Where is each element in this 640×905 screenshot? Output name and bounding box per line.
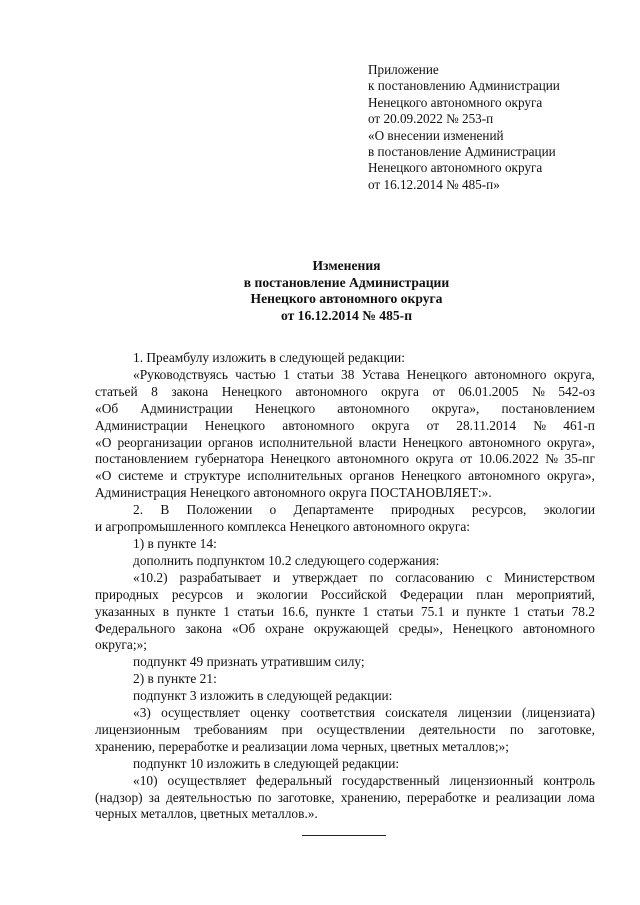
word: 1 <box>223 603 230 619</box>
word: автономного <box>474 366 547 382</box>
word: закона <box>185 620 223 636</box>
appendix-line: «О внесении изменений <box>368 127 504 143</box>
word: требованиям <box>194 721 268 737</box>
word: Федерального <box>95 620 176 636</box>
word: согласованию <box>395 569 475 585</box>
word: Ненецкого <box>402 434 463 450</box>
word: охране <box>265 620 304 636</box>
word: № <box>545 451 559 467</box>
appendix-line: в постановление Администрации <box>368 144 556 160</box>
word: Министерством <box>504 569 595 585</box>
body-line <box>95 705 595 722</box>
title-line: в постановление Администрации <box>243 274 450 290</box>
body-line: округа;»; <box>95 637 147 653</box>
body-line: Администрация Ненецкого автономного округа ПОСТАНОВЛЯЕТ:». <box>95 485 492 501</box>
word: (надзор) <box>95 789 143 805</box>
body-line <box>95 502 595 519</box>
word: «3) <box>133 705 151 721</box>
word: «О <box>95 434 112 450</box>
word: округа <box>381 383 419 399</box>
appendix-header <box>368 62 628 193</box>
word: 38 <box>341 366 355 382</box>
word: окружающей <box>313 620 389 636</box>
word: и <box>236 586 244 602</box>
word: по <box>257 789 272 805</box>
word: статьи <box>376 603 414 619</box>
word: оценку <box>250 705 291 721</box>
word: «Об <box>95 400 119 416</box>
end-separator-line <box>302 835 386 836</box>
word: 75.1 <box>420 603 445 619</box>
word: Ненецкого <box>452 620 513 636</box>
body-line: 2) в пункте 21: <box>133 671 217 687</box>
word: и <box>170 468 178 484</box>
word: ресурсов <box>171 586 223 602</box>
word: исполнительной <box>259 434 353 450</box>
word: переработке <box>406 789 477 805</box>
word: деятельностью <box>165 789 252 805</box>
word: контроль <box>543 772 595 788</box>
word: округа <box>415 451 454 467</box>
word: по <box>369 569 384 585</box>
word: пункте <box>315 603 356 619</box>
word: «О <box>95 468 112 484</box>
word: пункте <box>176 603 216 619</box>
word: деятельности <box>419 721 496 737</box>
word: соответствия <box>300 705 376 721</box>
appendix-line: от 20.09.2022 № 253-п <box>368 111 494 127</box>
word: округа, <box>553 366 595 382</box>
word: автономного <box>337 451 410 467</box>
word: Ненецкого <box>406 366 468 382</box>
word: Российской <box>320 586 387 602</box>
word: статьей <box>95 383 138 399</box>
word: Администрации <box>95 417 188 433</box>
word: Ненецкого <box>221 383 282 399</box>
word: Ненецкого <box>204 417 266 433</box>
word: Ненецкого <box>401 468 462 484</box>
body-line: подпункт 49 признать утратившим силу; <box>133 654 365 670</box>
word: закона <box>171 383 209 399</box>
word: частью <box>235 366 276 382</box>
word: 8 <box>151 383 158 399</box>
word: «10.2) <box>133 569 168 585</box>
word: указанных <box>95 603 156 619</box>
body-line: и агропромышленного комплекса Ненецкого автономного округа: <box>95 519 471 535</box>
word: реорганизации <box>117 434 202 450</box>
body-line: дополнить подпунктом 10.2 следующего содержания: <box>133 552 440 568</box>
word: автономного <box>295 383 368 399</box>
body-line: 1) в пункте 14: <box>133 535 217 551</box>
word: 28.11.2014 <box>456 417 517 433</box>
word: автономного <box>468 468 541 484</box>
body-line <box>95 570 595 587</box>
word: осуществляет <box>167 772 247 788</box>
body-line <box>95 468 595 485</box>
word: при <box>281 721 303 737</box>
word: от <box>459 451 473 467</box>
body-line <box>95 367 595 384</box>
word: автономного <box>468 434 541 450</box>
appendix-line: к постановлению Администрации <box>368 78 560 94</box>
word: ресурсов, <box>471 502 527 518</box>
word: план <box>476 586 504 602</box>
word: экологии <box>256 586 308 602</box>
word: Федерации <box>399 586 464 602</box>
word: и <box>273 569 281 585</box>
word: «Об <box>232 620 256 636</box>
word: исполнительных <box>247 468 343 484</box>
appendix-line: Приложение <box>368 62 439 77</box>
word: соискателя <box>385 705 448 721</box>
word: структуре <box>184 468 241 484</box>
word: хранению, <box>340 789 401 805</box>
word: статьи <box>527 603 565 619</box>
word: заготовке, <box>277 789 335 805</box>
word: мероприятий, <box>516 586 595 602</box>
body-line: подпункт 3 изложить в следующей редакции: <box>133 688 393 704</box>
word: в <box>162 603 170 619</box>
word: губернатора <box>194 451 264 467</box>
word: лицензии <box>457 705 512 721</box>
appendix-line: от 16.12.2014 № 485-п» <box>368 176 500 192</box>
word: от <box>426 417 440 433</box>
word: разрабатывает <box>179 569 262 585</box>
word: 1 <box>362 603 370 619</box>
word: 16.6, <box>281 603 309 619</box>
word: 2. <box>133 502 144 518</box>
body-line <box>95 621 595 638</box>
body-line <box>95 384 595 401</box>
title-line: Изменения <box>312 258 381 273</box>
title-line: Ненецкого автономного округа <box>250 291 443 307</box>
word: 1 <box>283 366 290 382</box>
word: статьи <box>297 366 334 382</box>
word: 78.2 <box>571 603 595 619</box>
word: 06.01.2005 <box>458 383 519 399</box>
word: лома <box>567 789 595 805</box>
word: государственный <box>341 772 440 788</box>
word: Ненецкого <box>270 451 331 467</box>
appendix-line: Ненецкого автономного округа <box>368 160 543 176</box>
word: Департаменте <box>293 502 374 518</box>
word: 542-оз <box>558 383 595 399</box>
word: и <box>482 789 490 805</box>
word: осуществляет <box>161 705 240 721</box>
word: 461-п <box>563 417 595 433</box>
word: по <box>509 721 524 737</box>
word: лицензионным <box>95 721 181 737</box>
body-line <box>95 790 595 807</box>
word: округа», <box>547 434 595 450</box>
word: системе <box>118 468 164 484</box>
word: «10) <box>133 772 158 788</box>
word: Устава <box>361 366 400 382</box>
word: постановлением <box>95 451 189 467</box>
word: статьи <box>237 603 275 619</box>
title-line: от 16.12.2014 № 485-п <box>280 307 413 323</box>
word: о <box>269 502 277 518</box>
word: постановлением <box>501 400 595 416</box>
word: округа», <box>431 400 480 416</box>
word: 35-пг <box>564 451 595 467</box>
word: утверждает <box>292 569 358 585</box>
word: округа <box>371 417 410 433</box>
word: пункте <box>466 603 506 619</box>
word: природных <box>95 586 159 602</box>
body-line <box>95 604 595 621</box>
body-line <box>95 587 595 604</box>
word: реализации <box>495 789 562 805</box>
body-line <box>95 418 595 435</box>
word: 1 <box>513 603 520 619</box>
body-line <box>95 401 595 418</box>
word: № <box>533 417 547 433</box>
word: от <box>432 383 445 399</box>
word: за <box>148 789 160 805</box>
word: среды», <box>398 620 443 636</box>
word: лицензионный <box>449 772 534 788</box>
document-title <box>0 258 640 324</box>
body-line <box>95 773 595 790</box>
word: «Руководствуясь <box>133 366 228 382</box>
word: с <box>486 569 493 585</box>
word: Положении <box>186 502 253 518</box>
word: В <box>160 502 170 518</box>
word: автономного <box>337 400 410 416</box>
word: Ненецкого <box>254 400 316 416</box>
body-line <box>95 722 595 739</box>
word: природных <box>390 502 455 518</box>
body-line: 1. Преамбулу изложить в следующей редакции: <box>133 350 405 365</box>
word: округа», <box>546 468 595 484</box>
word: экологии <box>543 502 595 518</box>
word: Администрации <box>140 400 233 416</box>
word: органов <box>208 434 254 450</box>
word: (лицензиата) <box>521 705 595 721</box>
body-line <box>95 435 595 452</box>
word: власти <box>358 434 397 450</box>
body-line: подпункт 10 изложить в следующей редакции: <box>133 755 400 771</box>
word: заготовке, <box>537 721 595 737</box>
word: автономного <box>282 417 355 433</box>
appendix-line: Ненецкого автономного округа <box>368 94 543 110</box>
body-line <box>95 451 595 468</box>
word: 10.06.2022 <box>478 451 539 467</box>
word: автономного <box>522 620 595 636</box>
body-line: черных металлов, цветных металлов.». <box>95 806 318 822</box>
document-body <box>95 350 595 823</box>
word: и <box>451 603 460 619</box>
word: № <box>532 383 545 399</box>
word: федеральный <box>256 772 333 788</box>
word: органов <box>349 468 395 484</box>
body-line: хранению, переработке и реализации лома черных, цветных металлов;»; <box>95 738 509 754</box>
word: осуществлении <box>316 721 405 737</box>
